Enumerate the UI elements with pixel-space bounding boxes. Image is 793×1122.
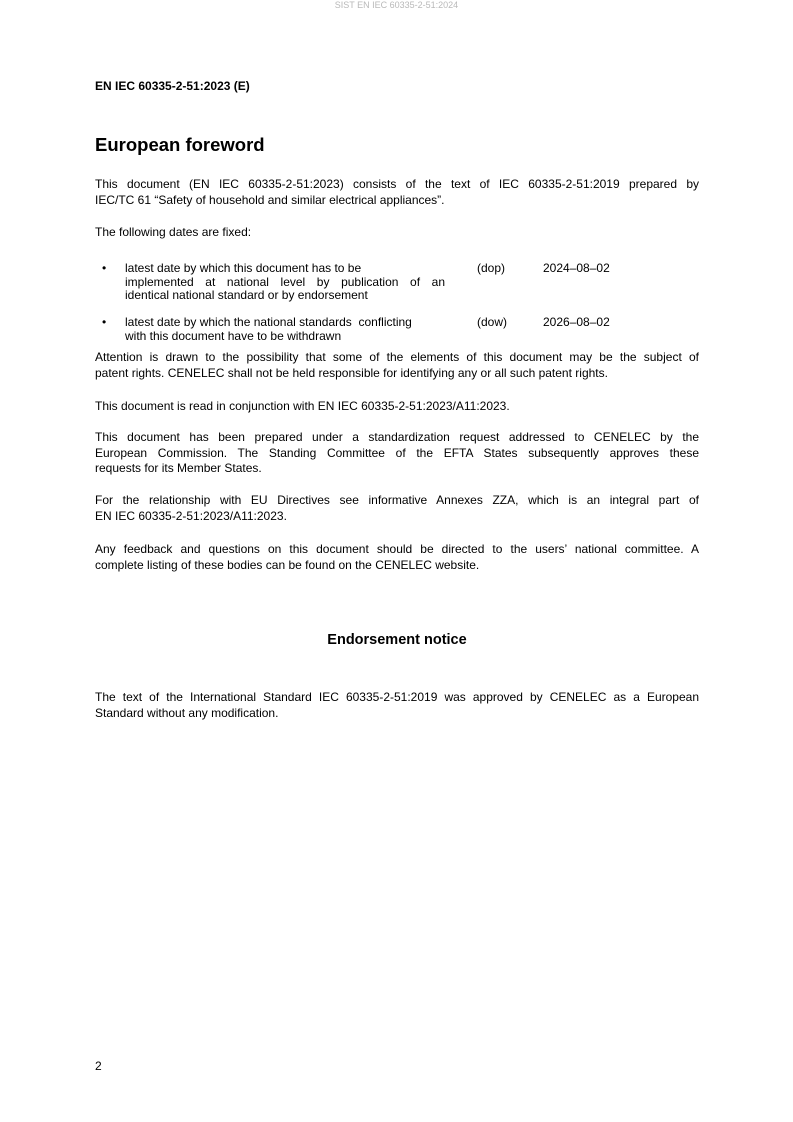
feedback-line-1: Any feedback and questions on this document should be directed to the users’ national committee. A bbox=[95, 542, 699, 556]
endorsement-title: Endorsement notice bbox=[327, 632, 467, 648]
patent-paragraph bbox=[95, 350, 699, 381]
dates-intro: The following dates are fixed: bbox=[95, 225, 252, 239]
conjunction-paragraph: This document is read in conjunction with EN IEC 60335-2-51:2023/A11:2023. bbox=[95, 399, 510, 413]
directives-paragraph bbox=[95, 493, 699, 524]
bullet-marker: • bbox=[102, 315, 107, 329]
endorsement-line-2: Standard without any modification. bbox=[95, 705, 279, 720]
intro-line-1: This document (EN IEC 60335-2-51:2023) consists of the text of IEC 60335-2-51:2019 prepared by bbox=[95, 177, 699, 191]
description-line: with this document have to be withdrawn bbox=[125, 328, 342, 343]
date-abbreviation: (dow) bbox=[477, 315, 508, 329]
patent-line-1: Attention is drawn to the possibility that some of the elements of this document may be the subject of bbox=[95, 350, 699, 364]
mandate-paragraph bbox=[95, 430, 699, 477]
patent-line-2: patent rights. CENELEC shall not be held responsible for identifying any or all such patent rights. bbox=[95, 365, 608, 380]
description-line: latest date by which the national standards conflicting bbox=[125, 315, 412, 329]
mandate-line-1: This document has been prepared under a standardization request addressed to CENELEC by the bbox=[95, 430, 699, 444]
date-item-dow bbox=[95, 316, 699, 344]
date-item-dop bbox=[95, 262, 699, 306]
bullet-marker: • bbox=[102, 261, 107, 275]
description-line: identical national standard or by endorsement bbox=[125, 288, 368, 303]
description-line: implemented at national level by publication of an bbox=[125, 274, 445, 289]
document-identifier: EN IEC 60335-2-51:2023 (E) bbox=[95, 79, 250, 93]
mandate-line-2: European Commission. The Standing Committee of the EFTA States subsequently approves these bbox=[95, 445, 699, 460]
feedback-line-2: complete listing of these bodies can be found on the CENELEC website. bbox=[95, 557, 480, 572]
endorsement-line-1: The text of the International Standard IEC 60335-2-51:2019 was approved by CENELEC as a European bbox=[95, 690, 699, 704]
endorsement-paragraph bbox=[95, 690, 699, 721]
feedback-paragraph bbox=[95, 542, 699, 573]
page-number: 2 bbox=[95, 1059, 102, 1073]
foreword-title: European foreword bbox=[95, 134, 265, 155]
foreword-intro-paragraph bbox=[95, 177, 699, 208]
description-line: latest date by which this document has to be bbox=[125, 261, 362, 275]
date-value: 2024–08–02 bbox=[543, 261, 610, 275]
date-abbreviation: (dop) bbox=[477, 261, 506, 275]
directives-line-2: EN IEC 60335-2-51:2023/A11:2023. bbox=[95, 508, 287, 523]
mandate-line-3: requests for its Member States. bbox=[95, 461, 262, 475]
directives-line-1: For the relationship with EU Directives see informative Annexes ZZA, which is an integral part of bbox=[95, 493, 699, 507]
intro-line-2: IEC/TC 61 “Safety of household and similar electrical appliances”. bbox=[95, 192, 445, 207]
date-value: 2026–08–02 bbox=[543, 315, 610, 329]
date-item-description bbox=[125, 316, 445, 343]
date-item-description bbox=[125, 262, 445, 303]
watermark: SIST EN IEC 60335-2-51:2024 bbox=[334, 0, 459, 10]
